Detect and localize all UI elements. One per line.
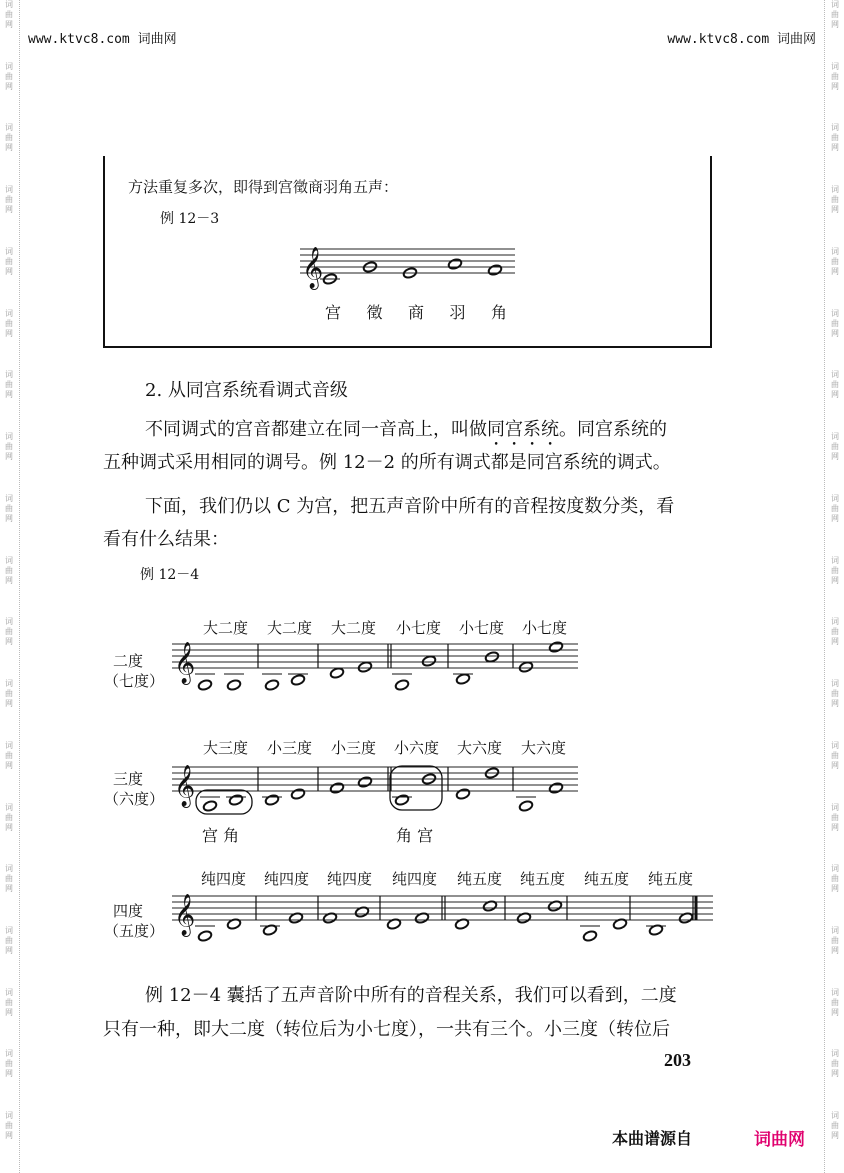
note-head bbox=[322, 912, 337, 924]
circled-interval bbox=[390, 766, 442, 810]
row-name-top: 二度 bbox=[113, 652, 144, 670]
side-mark-char: 词 bbox=[831, 679, 839, 689]
side-mark-char: 词 bbox=[5, 493, 13, 503]
note-head bbox=[518, 800, 533, 812]
interval-label: 大六度 bbox=[521, 739, 567, 757]
side-mark-char: 网 bbox=[831, 946, 839, 956]
note-head bbox=[582, 930, 597, 942]
treble-clef-icon: 𝄞 bbox=[174, 894, 196, 936]
side-mark-char: 网 bbox=[5, 637, 13, 647]
note-head bbox=[484, 651, 499, 663]
side-mark-char: 曲 bbox=[5, 627, 13, 637]
side-mark-char: 词 bbox=[831, 61, 839, 71]
side-mark-char: 网 bbox=[5, 1069, 13, 1079]
interval-label: 纯五度 bbox=[648, 870, 694, 888]
annotation-left: 宫 角 bbox=[202, 826, 240, 845]
side-mark-char: 词 bbox=[831, 987, 839, 997]
side-mark-char: 词 bbox=[831, 1111, 839, 1121]
annotation-right: 角 宫 bbox=[396, 826, 434, 845]
side-mark-char: 网 bbox=[5, 205, 13, 215]
note-head bbox=[329, 667, 344, 679]
para3-line2: 只有一种，即大二度（转位后为小七度），一共有三个。小三度（转位后 bbox=[103, 1019, 670, 1040]
note-head bbox=[394, 794, 409, 806]
note-head bbox=[354, 906, 369, 918]
row-name-bottom: （六度） bbox=[104, 790, 165, 808]
staff-second-row bbox=[172, 641, 578, 691]
box-intro-line: 方法重复多次，即得到宫徵商羽角五声： bbox=[128, 178, 399, 196]
side-mark-char: 网 bbox=[5, 760, 13, 770]
side-mark-char: 曲 bbox=[5, 936, 13, 946]
note-head bbox=[357, 661, 372, 673]
treble-clef-icon: 𝄞 bbox=[174, 765, 196, 807]
side-mark-char: 词 bbox=[831, 926, 839, 936]
side-mark-char: 词 bbox=[831, 555, 839, 565]
side-mark-char: 曲 bbox=[5, 565, 13, 575]
note-head bbox=[548, 641, 563, 653]
note-head bbox=[262, 924, 277, 936]
note-head bbox=[455, 788, 470, 800]
side-mark-char: 词 bbox=[831, 432, 839, 442]
interval-label: 纯四度 bbox=[327, 870, 373, 888]
interval-label: 纯四度 bbox=[201, 870, 247, 888]
side-mark-char: 词 bbox=[5, 802, 13, 812]
note-head bbox=[226, 679, 241, 691]
right-margin-line bbox=[824, 0, 825, 1173]
note-head bbox=[264, 794, 279, 806]
side-mark-char: 网 bbox=[5, 143, 13, 153]
side-mark-char: 词 bbox=[5, 987, 13, 997]
side-mark-char: 词 bbox=[5, 246, 13, 256]
note-head bbox=[421, 655, 436, 667]
side-mark-char: 网 bbox=[831, 390, 839, 400]
note-head bbox=[648, 924, 663, 936]
side-mark-char: 网 bbox=[5, 266, 13, 276]
side-mark-char: 曲 bbox=[5, 503, 13, 513]
interval-label: 小七度 bbox=[522, 619, 568, 637]
interval-label: 纯五度 bbox=[520, 870, 566, 888]
interval-label: 大二度 bbox=[331, 619, 377, 637]
interval-label: 大六度 bbox=[457, 739, 503, 757]
row-name-bottom: （七度） bbox=[104, 672, 165, 690]
side-mark-char: 网 bbox=[5, 822, 13, 832]
side-mark-char: 网 bbox=[831, 266, 839, 276]
side-mark-char: 曲 bbox=[831, 503, 839, 513]
example-12-4-label: 例 12－4 bbox=[140, 567, 200, 583]
note-head bbox=[547, 900, 562, 912]
header-left-url[interactable]: www.ktvc8.com 词曲网 bbox=[28, 32, 177, 47]
note-head bbox=[518, 661, 533, 673]
note-name-label: 角 bbox=[491, 303, 508, 322]
side-mark-char: 网 bbox=[831, 1007, 839, 1017]
side-mark-char: 词 bbox=[831, 493, 839, 503]
para2-line2: 看有什么结果： bbox=[103, 529, 229, 550]
side-mark-char: 词 bbox=[5, 432, 13, 442]
para3-line1: 例 12－4 囊括了五声音阶中所有的音程关系，我们可以看到，二度 bbox=[145, 985, 677, 1006]
side-mark-char: 网 bbox=[831, 143, 839, 153]
side-mark-char: 词 bbox=[5, 308, 13, 318]
note-head bbox=[454, 918, 469, 930]
side-mark-char: 网 bbox=[5, 575, 13, 585]
side-mark-char: 曲 bbox=[5, 874, 13, 884]
side-mark-char: 曲 bbox=[831, 133, 839, 143]
footer-site-link[interactable]: 词曲网 bbox=[754, 1130, 805, 1150]
side-mark-char: 网 bbox=[5, 699, 13, 709]
note-head bbox=[421, 773, 436, 785]
side-mark-char: 网 bbox=[5, 328, 13, 338]
side-mark-char: 词 bbox=[5, 679, 13, 689]
note-head bbox=[414, 912, 429, 924]
side-mark-char: 曲 bbox=[5, 256, 13, 266]
side-mark-char: 网 bbox=[831, 513, 839, 523]
note-head bbox=[612, 918, 627, 930]
side-mark-char: 词 bbox=[5, 61, 13, 71]
side-mark-char: 网 bbox=[5, 1007, 13, 1017]
treble-clef-icon: 𝄞 bbox=[302, 247, 324, 289]
note-head bbox=[516, 912, 531, 924]
side-mark-char: 曲 bbox=[831, 627, 839, 637]
row-name-top: 四度 bbox=[113, 902, 144, 920]
side-mark-char: 曲 bbox=[5, 10, 13, 19]
interval-label: 纯四度 bbox=[264, 870, 310, 888]
side-mark-char: 曲 bbox=[831, 1121, 839, 1131]
note-head bbox=[678, 912, 693, 924]
side-mark-char: 曲 bbox=[831, 750, 839, 760]
para2-line1: 下面，我们仍以 C 为宫，把五声音阶中所有的音程按度数分类，看 bbox=[145, 496, 675, 517]
example-12-3-label: 例 12－3 bbox=[160, 211, 220, 227]
side-mark-char: 曲 bbox=[5, 1121, 13, 1131]
side-mark-char: 网 bbox=[831, 452, 839, 462]
side-mark-char: 词 bbox=[831, 0, 839, 9]
note-head bbox=[197, 930, 212, 942]
side-mark-char: 网 bbox=[831, 637, 839, 647]
left-watermark-strip bbox=[0, 0, 18, 1173]
side-mark-char: 曲 bbox=[5, 1059, 13, 1069]
side-mark-char: 网 bbox=[831, 205, 839, 215]
side-mark-char: 曲 bbox=[831, 936, 839, 946]
side-mark-char: 词 bbox=[831, 123, 839, 133]
side-mark-char: 网 bbox=[831, 81, 839, 91]
side-mark-char: 曲 bbox=[831, 195, 839, 205]
side-mark-char: 网 bbox=[5, 452, 13, 462]
note-head bbox=[394, 679, 409, 691]
interval-label: 大二度 bbox=[203, 619, 249, 637]
note-head bbox=[386, 918, 401, 930]
side-mark-char: 网 bbox=[5, 884, 13, 894]
side-mark-char: 网 bbox=[5, 1131, 13, 1141]
interval-label: 纯五度 bbox=[457, 870, 503, 888]
para1-emphasis: 同宫系统 bbox=[487, 419, 559, 440]
section-title: 2. 从同宫系统看调式音级 bbox=[145, 380, 348, 401]
side-mark-char: 网 bbox=[5, 390, 13, 400]
side-mark-char: 词 bbox=[831, 740, 839, 750]
side-mark-char: 曲 bbox=[831, 689, 839, 699]
side-mark-char: 词 bbox=[831, 246, 839, 256]
header-right-url[interactable]: www.ktvc8.com 词曲网 bbox=[667, 32, 816, 47]
note-head bbox=[202, 800, 217, 812]
interval-label: 小六度 bbox=[394, 739, 440, 757]
side-mark-char: 曲 bbox=[831, 380, 839, 390]
side-mark-char: 词 bbox=[5, 1049, 13, 1059]
note-head bbox=[264, 679, 279, 691]
side-mark-char: 网 bbox=[5, 20, 13, 29]
side-mark-char: 词 bbox=[831, 185, 839, 195]
side-mark-char: 曲 bbox=[5, 195, 13, 205]
note-head bbox=[197, 679, 212, 691]
side-mark-char: 词 bbox=[831, 864, 839, 874]
side-mark-char: 网 bbox=[831, 760, 839, 770]
note-head bbox=[329, 782, 344, 794]
note-head bbox=[288, 912, 303, 924]
side-mark-char: 词 bbox=[5, 370, 13, 380]
side-mark-char: 曲 bbox=[831, 1059, 839, 1069]
note-head bbox=[228, 794, 243, 806]
row-name-bottom: （五度） bbox=[104, 922, 165, 940]
note-head bbox=[357, 776, 372, 788]
side-mark-char: 网 bbox=[5, 513, 13, 523]
note-head bbox=[226, 918, 241, 930]
side-mark-char: 词 bbox=[5, 555, 13, 565]
staff-fourth-row bbox=[172, 894, 713, 943]
side-mark-char: 曲 bbox=[831, 10, 839, 19]
side-mark-char: 曲 bbox=[831, 318, 839, 328]
side-mark-char: 词 bbox=[5, 864, 13, 874]
note-head bbox=[484, 767, 499, 779]
side-mark-char: 词 bbox=[5, 185, 13, 195]
side-mark-char: 曲 bbox=[5, 133, 13, 143]
side-mark-char: 曲 bbox=[831, 565, 839, 575]
side-mark-char: 曲 bbox=[5, 750, 13, 760]
para1-line1 bbox=[145, 414, 667, 450]
side-mark-char: 词 bbox=[831, 1049, 839, 1059]
side-mark-char: 曲 bbox=[5, 318, 13, 328]
side-mark-char: 词 bbox=[5, 617, 13, 627]
note-name-label: 羽 bbox=[449, 303, 466, 322]
treble-clef-icon: 𝄞 bbox=[174, 642, 196, 684]
interval-label: 大二度 bbox=[267, 619, 313, 637]
side-mark-char: 曲 bbox=[831, 812, 839, 822]
note-head bbox=[548, 782, 563, 794]
side-mark-char: 曲 bbox=[831, 874, 839, 884]
interval-label: 小七度 bbox=[396, 619, 442, 637]
note-name-label: 商 bbox=[408, 303, 425, 322]
note-head bbox=[290, 788, 305, 800]
side-mark-char: 词 bbox=[5, 123, 13, 133]
interval-label: 纯四度 bbox=[392, 870, 438, 888]
side-mark-char: 词 bbox=[831, 308, 839, 318]
para1-text-b: 。同宫系统的 bbox=[559, 419, 667, 440]
side-mark-char: 网 bbox=[831, 822, 839, 832]
side-mark-char: 曲 bbox=[5, 71, 13, 81]
side-mark-char: 词 bbox=[5, 740, 13, 750]
side-mark-char: 网 bbox=[831, 20, 839, 29]
interval-label: 小三度 bbox=[331, 739, 377, 757]
interval-label: 小七度 bbox=[459, 619, 505, 637]
side-mark-char: 词 bbox=[831, 370, 839, 380]
side-mark-char: 曲 bbox=[5, 997, 13, 1007]
side-mark-char: 网 bbox=[5, 946, 13, 956]
interval-label: 大三度 bbox=[203, 739, 249, 757]
side-mark-char: 网 bbox=[831, 575, 839, 585]
side-mark-char: 词 bbox=[831, 802, 839, 812]
side-mark-char: 曲 bbox=[5, 380, 13, 390]
right-watermark-strip bbox=[826, 0, 844, 1173]
side-mark-char: 网 bbox=[831, 1131, 839, 1141]
side-mark-char: 网 bbox=[831, 884, 839, 894]
para1-text-a: 不同调式的宫音都建立在同一音高上，叫做 bbox=[145, 419, 487, 440]
side-mark-char: 曲 bbox=[5, 812, 13, 822]
side-mark-char: 词 bbox=[5, 1111, 13, 1121]
side-mark-char: 词 bbox=[831, 617, 839, 627]
row-name-top: 三度 bbox=[113, 770, 144, 788]
side-mark-char: 词 bbox=[5, 926, 13, 936]
note-name-label: 徵 bbox=[366, 303, 383, 322]
side-mark-char: 曲 bbox=[831, 997, 839, 1007]
side-mark-char: 网 bbox=[831, 699, 839, 709]
left-margin-line bbox=[19, 0, 20, 1173]
side-mark-char: 曲 bbox=[831, 256, 839, 266]
para1-line2: 五种调式采用相同的调号。例 12－2 的所有调式都是同宫系统的调式。 bbox=[103, 452, 671, 473]
staff-third-row bbox=[172, 765, 578, 814]
interval-label: 纯五度 bbox=[584, 870, 630, 888]
note-head bbox=[290, 674, 305, 686]
circled-interval bbox=[196, 790, 252, 814]
side-mark-char: 网 bbox=[831, 1069, 839, 1079]
side-mark-char: 曲 bbox=[831, 442, 839, 452]
interval-label: 小三度 bbox=[267, 739, 313, 757]
side-mark-char: 曲 bbox=[831, 71, 839, 81]
box-intro-text bbox=[128, 176, 398, 197]
side-mark-char: 词 bbox=[5, 0, 13, 9]
side-mark-char: 曲 bbox=[5, 689, 13, 699]
note-head bbox=[455, 673, 470, 685]
footer-source-label: 本曲谱源自 bbox=[612, 1129, 693, 1148]
side-mark-char: 网 bbox=[831, 328, 839, 338]
side-mark-char: 曲 bbox=[5, 442, 13, 452]
page-number: 203 bbox=[664, 1050, 691, 1070]
note-head bbox=[482, 900, 497, 912]
side-mark-char: 网 bbox=[5, 81, 13, 91]
note-name-label: 宫 bbox=[325, 303, 342, 322]
